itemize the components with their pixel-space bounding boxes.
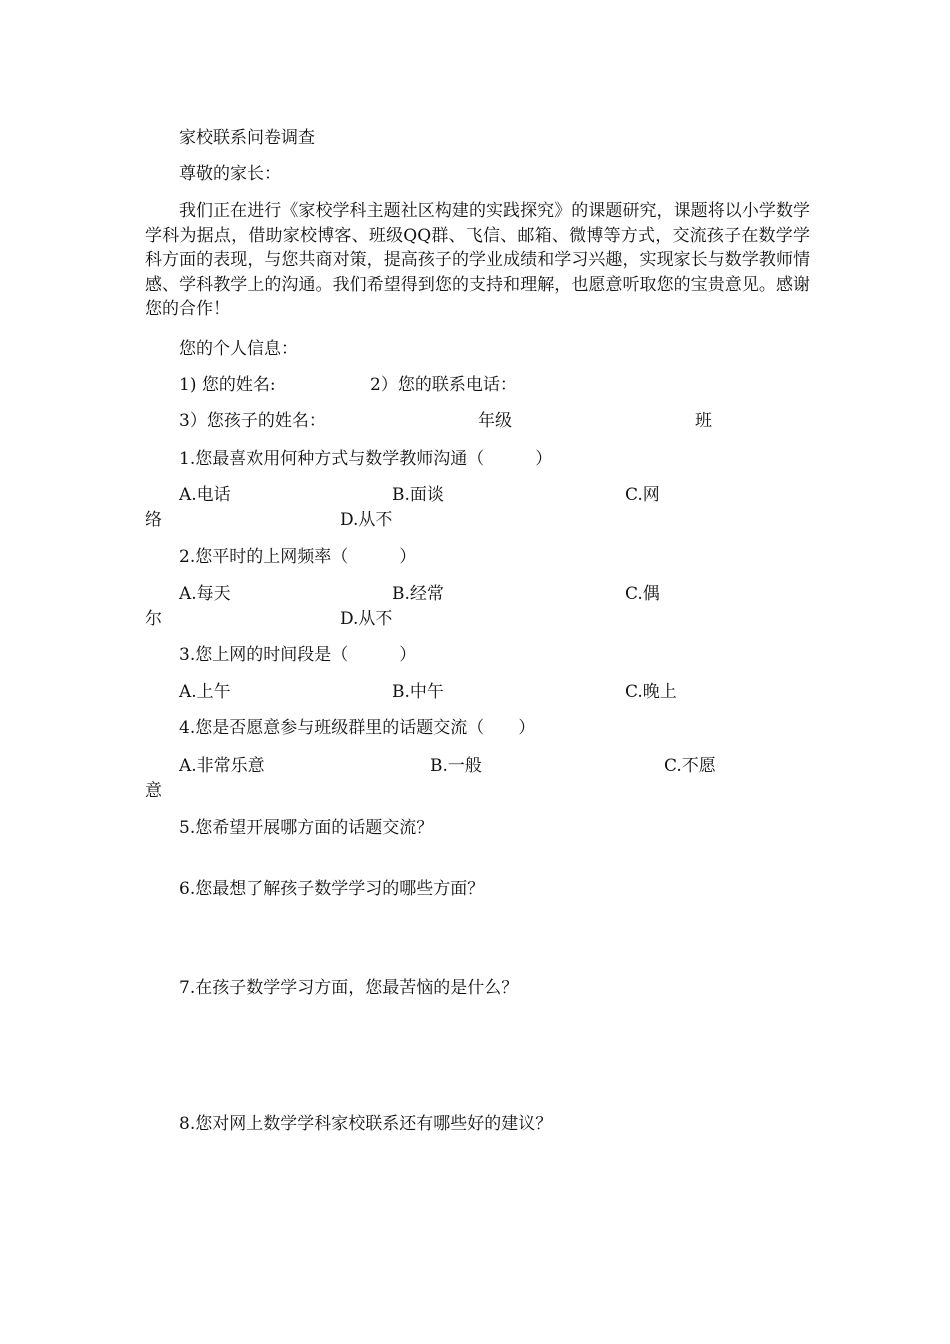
q3-option-a: A.上午 <box>179 682 231 702</box>
question-3: 3.您上网的时间段是（ ） <box>179 645 417 665</box>
name-field-label: 1) 您的姓名: <box>179 375 276 395</box>
q2-option-c: C.偶 <box>625 584 660 604</box>
question-2: 2.您平时的上网频率（ ） <box>179 547 417 567</box>
grade-field-label: 年级 <box>478 411 512 431</box>
child-name-field-label: 3）您孩子的姓名： <box>179 411 326 431</box>
q3-option-b: B.中午 <box>392 682 444 702</box>
q4-option-c: C.不愿 <box>664 756 716 776</box>
class-field-label: 班 <box>695 411 712 431</box>
q2-option-d: D.从不 <box>340 609 393 629</box>
intro-paragraph: 我们正在进行《家校学科主题社区构建的实践探究》的课题研究，课题将以小学数学学科为据点，借助家校博客、班级QQ群、飞信、邮箱、微博等方式，交流孩子在数学学科方面的表现，与您共商对策，提高孩子的学业成绩和学习兴趣，实现家长与数学教师情感、学科教学上的沟通。我们希望得到您的支持和理解，也愿意听取您的宝贵意见。感谢您的合作！ <box>145 201 810 319</box>
question-1: 1.您最喜欢用何种方式与数学教师沟通（ ） <box>179 449 553 469</box>
q4-option-c-wrap: 意 <box>145 781 162 801</box>
q4-option-b: B.一般 <box>430 756 482 776</box>
question-5: 5.您希望开展哪方面的话题交流？ <box>179 818 434 838</box>
question-6: 6.您最想了解孩子数学学习的哪些方面？ <box>179 879 485 899</box>
document-title: 家校联系问卷调查 <box>179 128 315 148</box>
greeting: 尊敬的家长： <box>179 164 281 184</box>
question-8: 8.您对网上数学学科家校联系还有哪些好的建议？ <box>179 1114 553 1134</box>
q1-option-a: A.电话 <box>179 485 231 505</box>
q2-option-c-wrap: 尔 <box>145 609 162 629</box>
q1-option-c: C.网 <box>625 485 660 505</box>
q1-option-c-wrap: 络 <box>145 510 162 530</box>
q2-option-b: B.经常 <box>392 584 444 604</box>
phone-field-label: 2）您的联系电话： <box>370 375 517 395</box>
q2-option-a: A.每天 <box>179 584 231 604</box>
q3-option-c: C.晚上 <box>625 682 677 702</box>
question-4: 4.您是否愿意参与班级群里的话题交流（ ） <box>179 718 536 738</box>
personal-info-heading: 您的个人信息： <box>179 339 298 359</box>
q4-option-a: A.非常乐意 <box>179 756 265 776</box>
question-7: 7.在孩子数学学习方面，您最苦恼的是什么？ <box>179 978 519 998</box>
q1-option-b: B.面谈 <box>392 485 444 505</box>
q1-option-d: D.从不 <box>340 510 393 530</box>
